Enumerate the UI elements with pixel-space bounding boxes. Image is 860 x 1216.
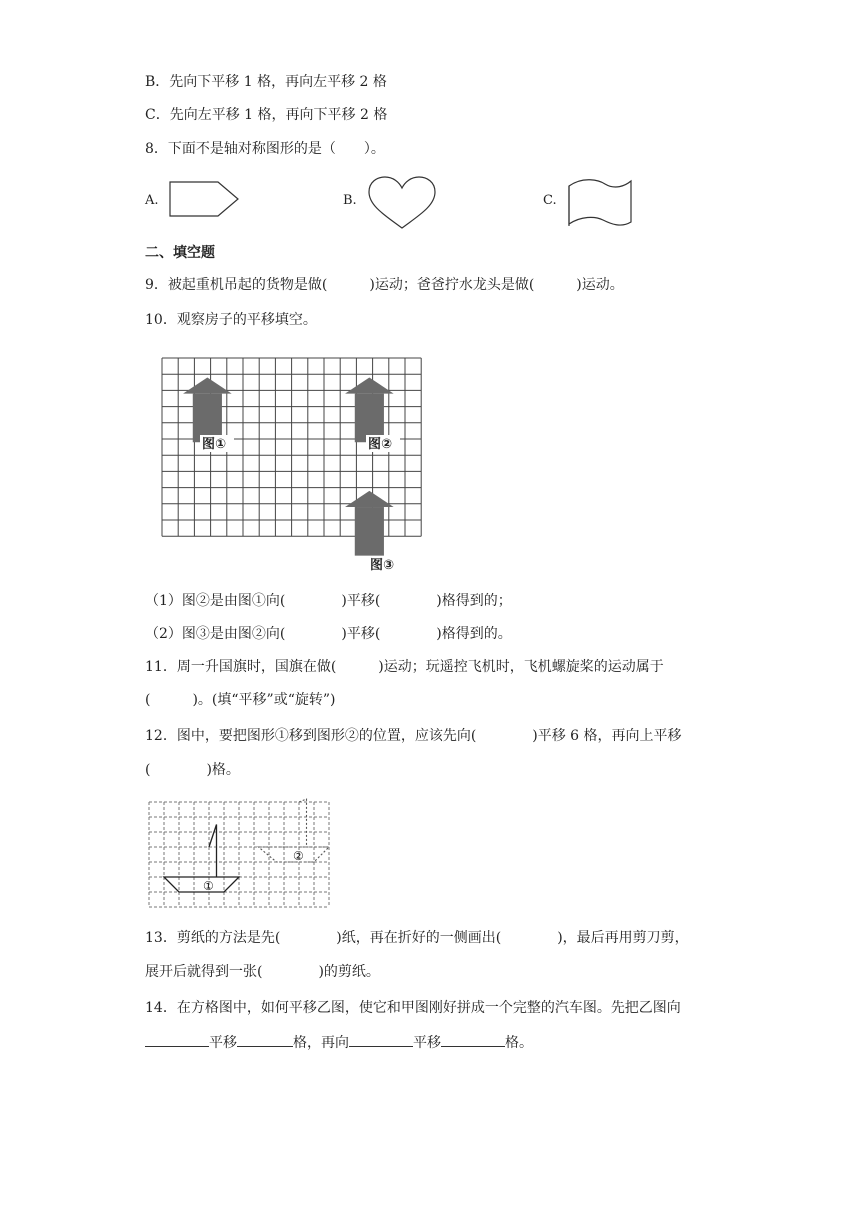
boat-grid-figure — [147, 800, 335, 910]
q10-sub2: （2）图③是由图②向( )平移( )格得到的。 — [145, 626, 512, 642]
q8-option-b-label: B. — [343, 193, 357, 208]
house-3-body — [355, 507, 384, 556]
q11-line2: ( )。(填“平移”或“旋转”) — [145, 692, 336, 708]
label-shape-2: ② — [293, 849, 304, 863]
pentagon-arrow-shape — [168, 180, 240, 218]
flag-shape — [565, 176, 635, 228]
q7-option-b: B．先向下平移 1 格，再向左平移 2 格 — [145, 74, 387, 90]
q12-line2: ( )格。 — [145, 762, 240, 778]
q14-blank-2[interactable] — [237, 1032, 293, 1047]
q10-stem: 10．观察房子的平移填空。 — [145, 312, 317, 328]
q14-part-3: 平移 — [413, 1035, 441, 1051]
section-title: 二、填空题 — [145, 245, 215, 261]
q14-line2 — [145, 1032, 533, 1053]
q8-option-c-label: C. — [543, 193, 557, 208]
q14-line1: 14．在方格图中，如何平移乙图，使它和甲图刚好拼成一个完整的汽车图。先把乙图向 — [145, 1000, 681, 1016]
house-1-body — [193, 394, 222, 443]
house-2-body — [355, 394, 384, 443]
q7-option-c: C．先向左平移 1 格，再向下平移 2 格 — [145, 107, 388, 123]
q11-line1: 11．周一升国旗时，国旗在做( )运动；玩遥控飞机时，飞机螺旋桨的运动属于 — [145, 659, 664, 675]
label-fig3: 图③ — [370, 558, 395, 573]
house-grid-figure — [162, 358, 430, 574]
q14-part-1: 平移 — [209, 1035, 237, 1051]
q14-blank-4[interactable] — [441, 1032, 505, 1047]
q13-line1: 13．剪纸的方法是先( )纸，再在折好的一侧画出( )，最后再用剪刀剪， — [145, 930, 689, 946]
q14-blank-3[interactable] — [349, 1032, 413, 1047]
q10-sub1: （1）图②是由图①向( )平移( )格得到的； — [145, 593, 512, 609]
q14-part-2: 格，再向 — [293, 1035, 349, 1051]
label-shape-1: ① — [203, 879, 214, 893]
heart-shape — [366, 176, 438, 232]
q8-stem: 8．下面不是轴对称图形的是（ ）。 — [145, 141, 385, 157]
q14-part-4: 格。 — [505, 1035, 533, 1051]
q8-option-a-label: A. — [145, 193, 159, 208]
boat-1 — [164, 825, 239, 893]
q14-blank-1[interactable] — [145, 1032, 209, 1047]
q9-stem: 9．被起重机吊起的货物是做( )运动；爸爸拧水龙头是做( )运动。 — [145, 277, 624, 293]
q12-line1: 12．图中，要把图形①移到图形②的位置，应该先向( )平移 6 格，再向上平移 — [145, 728, 682, 744]
q13-line2: 展开后就得到一张( )的剪纸。 — [145, 964, 380, 980]
label-fig1: 图① — [202, 437, 227, 452]
label-fig2: 图② — [368, 437, 393, 452]
